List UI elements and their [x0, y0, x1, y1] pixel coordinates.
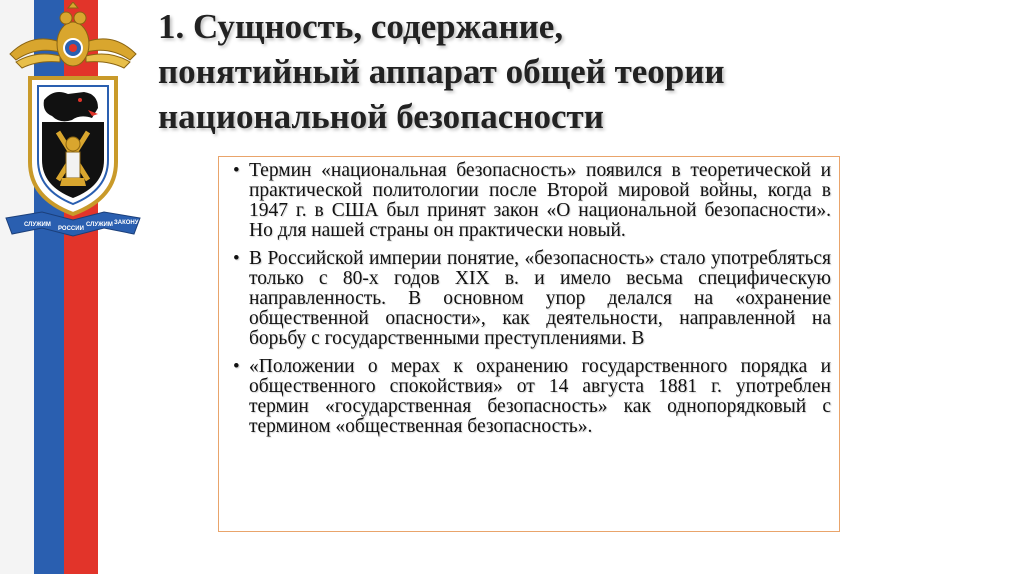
title-line-2: понятийный аппарат общей теории	[158, 52, 725, 91]
title-line-1: 1. Сущность, содержание,	[158, 7, 564, 46]
bullet-list	[231, 161, 831, 437]
ribbon-text-3: СЛУЖИМ	[86, 222, 113, 228]
slide-title	[158, 4, 978, 139]
bullet-item-3: • «Положении о мерах к охранению государственного порядка и общественного спокойствия» от 14 августа 1881 г. употреблен термин «государственная безопасность» как однопорядковый с термином «общественная безопасность».	[231, 357, 831, 437]
content-box	[218, 156, 840, 532]
ribbon-text-2: РОССИИ	[58, 226, 84, 232]
bullet-item-2: • В Российской империи понятие, «безопасность» стало употребляться только с 80-х годов XIX в. и имело весьма специфическую направленность. В основном упор делался на «охранение общественной опасности», как деятельности, направленной на борьбу с государственными преступлениями. В	[231, 249, 831, 349]
ribbon-text-1: СЛУЖИМ	[24, 222, 51, 228]
bullet-item-1: • Термин «национальная безопасность» появился в теоретической и практической политологии после Второй мировой войны, когда в 1947 г. в США был принят закон «О национальной безопасности». Но для нашей страны он практически новый.	[231, 161, 831, 241]
ribbon-text-4: ЗАКОНУ	[114, 220, 139, 226]
title-line-3: национальной безопасности	[158, 97, 604, 136]
police-emblem-icon	[2, 2, 144, 238]
